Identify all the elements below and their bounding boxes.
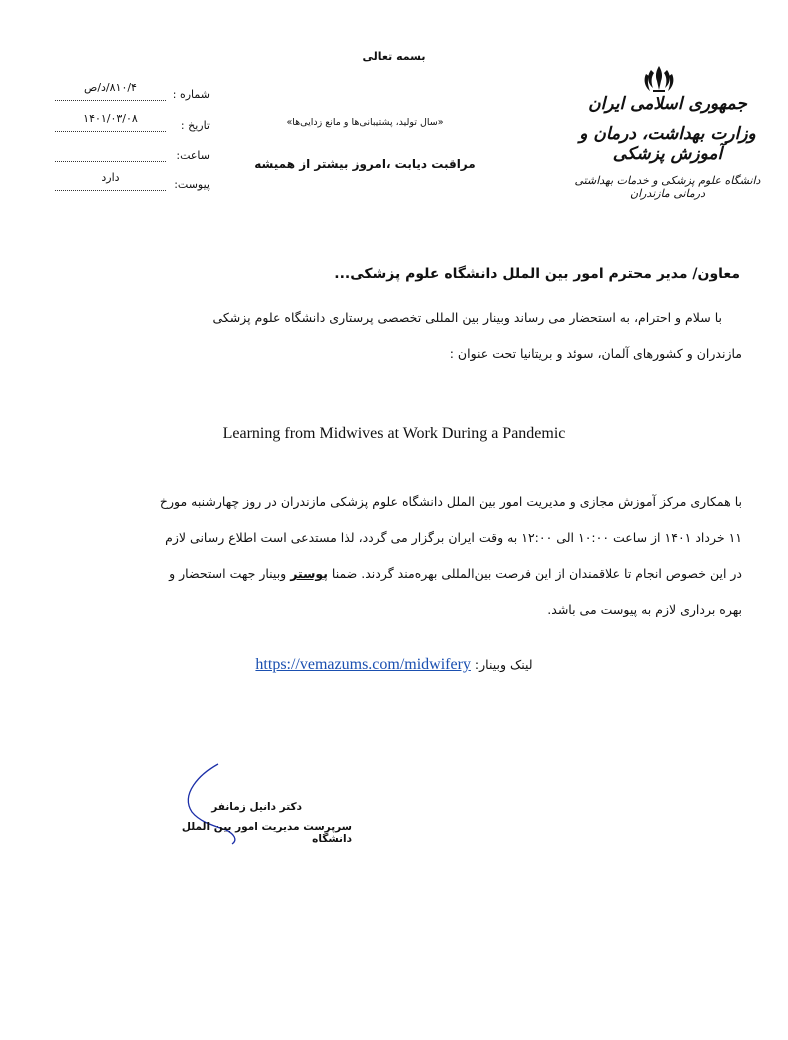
body-line-4: بهره برداری لازم به پیوست می باشد.	[547, 602, 742, 617]
signatory-title: سرپرست مدیریت امور بین الملل دانشگاه	[181, 821, 352, 845]
recipient-heading: معاون/ مدیر محترم امور بین الملل دانشگاه علوم پزشکی...	[334, 266, 740, 282]
time-dotted-line	[55, 161, 166, 162]
body-line-3	[68, 556, 742, 592]
body-line-2: ۱۱ خرداد ۱۴۰۱ از ساعت ۱۰:۰۰ الی ۱۲:۰۰ به وقت ایران برگزار می گردد، لذا مستدعی است اطلاع رسانی لازم	[165, 530, 742, 545]
bismillah: بسمه تعالی	[362, 50, 426, 63]
logo-line-republic: جمهوری اسلامی ایران	[588, 94, 747, 114]
slogan-diabetes: مراقبت دیابت ،امروز بیشتر از همیشه	[254, 157, 476, 171]
attachment-row	[55, 171, 210, 200]
webinar-title: Learning from Midwives at Work During a Pandemic	[222, 425, 566, 442]
webinar-link[interactable]: https://vemazums.com/midwifery	[255, 656, 471, 673]
date-dotted-line	[55, 131, 166, 132]
webinar-link-row	[0, 656, 788, 674]
attachment-value: دارد	[101, 171, 120, 184]
date-value: ۱۴۰۱/۰۳/۰۸	[83, 112, 138, 125]
iran-emblem-icon	[642, 64, 676, 94]
body-line-1: با همکاری مرکز آموزش مجازی و مدیریت امور بین الملل دانشگاه علوم پزشکی مازندران در روز چهارشنبه مورخ	[159, 494, 742, 509]
body-line-3-a: در این خصوص انجام تا علاقمندان از این فرصت بین‌المللی بهره‌مند گردند. ضمنا	[327, 566, 742, 581]
time-label: ساعت:	[176, 149, 210, 162]
intro-line-2: مازندران و کشورهای آلمان، سوئد و بریتانیا تحت عنوان :	[449, 346, 742, 361]
body-line-3-b: وبینار جهت استحضار و	[169, 566, 291, 581]
date-row	[55, 112, 210, 141]
attachment-dotted-line	[55, 190, 166, 191]
intro-paragraph	[68, 300, 742, 372]
signatory-name: دکتر دانیل زمانفر	[211, 801, 302, 813]
intro-line-1: با سلام و احترام، به استحضار می رساند وبینار بین المللی تخصصی پرستاری دانشگاه علوم پزشکی	[212, 310, 722, 325]
ministry-logo	[570, 64, 765, 204]
attachment-label: پیوست:	[174, 178, 210, 191]
number-value: ۸۱۰/۴/د/ص	[84, 81, 137, 94]
poster-word: پوستر	[290, 566, 328, 581]
webinar-link-label: لینک وبینار:	[474, 657, 533, 672]
time-row	[55, 149, 210, 171]
date-label: تاریخ :	[180, 119, 210, 132]
logo-line-university: دانشگاه علوم پزشکی و خدمات بهداشتی درمانی مازندران	[574, 174, 761, 200]
body-paragraph	[68, 484, 742, 628]
logo-line-ministry: وزارت بهداشت، درمان و آموزش پزشکی	[579, 124, 756, 164]
number-dotted-line	[55, 100, 166, 101]
number-label: شماره :	[172, 88, 210, 101]
slogan-year: «سال تولید، پشتیبانی‌ها و مانع زدایی‌ها»	[286, 117, 444, 128]
number-row	[55, 81, 210, 110]
